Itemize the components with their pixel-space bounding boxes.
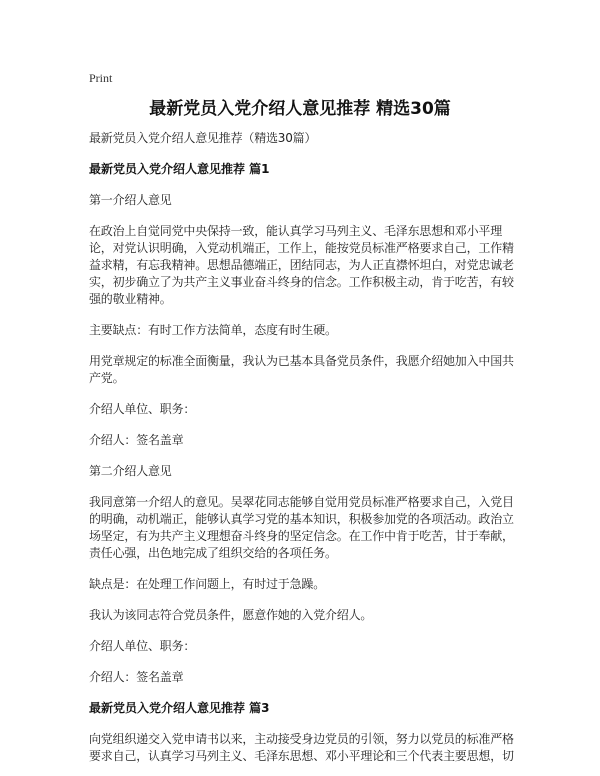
- paragraph: 我认为该同志符合党员条件，愿意作她的入党介绍人。: [89, 608, 373, 622]
- paragraph: 介绍人：签名盖章: [89, 433, 184, 447]
- paragraph: 我同意第一介绍人的意见。吴翠花同志能够自觉用党员标准严格要求自己，入党目的明确，动机端正，能够认真学习党的基本知识，积极参加党的各项活动。政治立场坚定，有为共产主义理想奋斗终身的坚定信念。在工作中肯于吃苦，甘于奉献，责任心强，出色地完成了组织交给的各项任务。: [89, 495, 514, 560]
- page-title: 最新党员入党介绍人意见推荐 精选30篇: [149, 99, 451, 119]
- paragraph: 第二介绍人意见: [89, 464, 172, 478]
- paragraph: 第一介绍人意见: [89, 193, 172, 207]
- section-heading-1: 最新党员入党介绍人意见推荐 篇1: [89, 162, 270, 176]
- paragraph: 缺点是：在处理工作问题上，有时过于急躁。: [89, 577, 326, 591]
- section-heading-3: 最新党员入党介绍人意见推荐 篇3: [89, 701, 270, 715]
- paragraph: 向党组织递交入党申请书以来，主动接受身边党员的引领，努力以党员的标准严格要求自己，认真学习马列主义、毛泽东思想、邓小平理论和三个代表主要思想，切: [89, 732, 514, 763]
- paragraph: 介绍人单位、职务：: [89, 639, 196, 653]
- paragraph: 用党章规定的标准全面衡量，我认为已基本具备党员条件，我愿介绍她加入中国共产党。: [89, 354, 514, 385]
- document-body: [89, 130, 517, 776]
- paragraph: 主要缺点：有时工作方法简单，态度有时生硬。: [89, 323, 337, 337]
- document-subtitle: 最新党员入党介绍人意见推荐（精选30篇）: [89, 131, 317, 145]
- paragraph: 在政治上自觉同党中央保持一致，能认真学习马列主义、毛泽东思想和邓小平理论，对党认识明确，入党动机端正，工作上，能按党员标准严格要求自己，工作精益求精，有忘我精神。思想品德端正，团结同志，为人正直襟怀坦白，对党忠诚老实，初步确立了为共产主义事业奋斗终身的信念。工作积极主动，肯于吃苦，有较强的敬业精神。: [89, 224, 514, 306]
- paragraph: 介绍人单位、职务：: [89, 402, 196, 416]
- print-label[interactable]: Print: [89, 71, 113, 85]
- paragraph: 介绍人：签名盖章: [89, 670, 184, 684]
